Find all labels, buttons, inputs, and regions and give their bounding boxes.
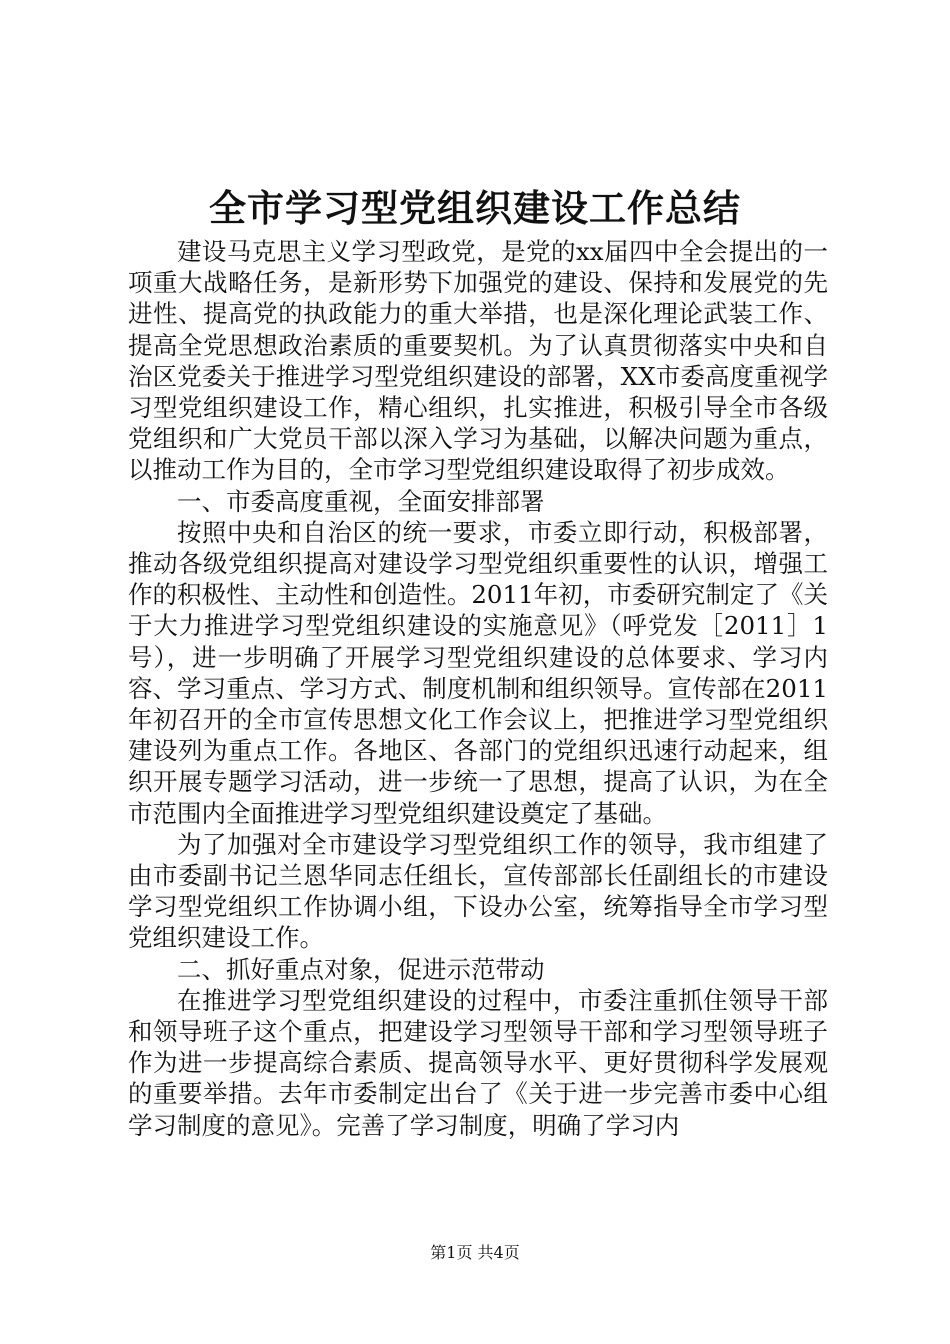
section-heading-1: 一、市委高度重视，全面安排部署 bbox=[177, 486, 545, 516]
document-body bbox=[128, 236, 828, 1141]
paragraph-section-1-leadership: 为了加强对全市建设学习型党组织工作的领导，我市组建了由市委副书记兰恩华同志任组长，宣传部部长任副组长的市建设学习型党组织工作协调小组，下设办公室，统筹指导全市学习型党组织建设工作。 bbox=[128, 829, 828, 953]
paragraph-section-1: 按照中央和自治区的统一要求，市委立即行动，积极部署，推动各级党组织提高对建设学习型党组织重要性的认识，增强工作的积极性、主动性和创造性。2011年初，市委研究制定了《关于大力推进学习型党组织建设的实施意见》（呼党发［2011］1号），进一步明确了开展学习型党组织建设的总体要求、学习内容、学习重点、学习方式、制度机制和组织领导。宣传部在2011年初召开的全市宣传思想文化工作会议上，把推进学习型党组织建设列为重点工作。各地区、各部门的党组织迅速行动起来，组织开展专题学习活动，进一步统一了思想，提高了认识，为在全市范围内全面推进学习型党组织建设奠定了基础。 bbox=[128, 517, 828, 828]
paragraph-section-2: 在推进学习型党组织建设的过程中，市委注重抓住领导干部和领导班子这个重点，把建设学习型领导干部和学习型领导班子作为进一步提高综合素质、提高领导水平、更好贯彻科学发展观的重要举措。去年市委制定出台了《关于进一步完善市委中心组学习制度的意见》。完善了学习制度，明确了学习内 bbox=[128, 985, 828, 1140]
paragraph-intro: 建设马克思主义学习型政党，是党的xx届四中全会提出的一项重大战略任务，是新形势下加强党的建设、保持和发展党的先进性、提高党的执政能力的重大举措，也是深化理论武装工作、提高全党思想政治素质的重要契机。为了认真贯彻落实中央和自治区党委关于推进学习型党组织建设的部署，XX市委高度重视学习型党组织建设工作，精心组织，扎实推进，积极引导全市各级党组织和广大党员干部以深入学习为基础，以解决问题为重点，以推动工作为目的，全市学习型党组织建设取得了初步成效。 bbox=[128, 237, 828, 485]
document-title: 全市学习型党组织建设工作总结 bbox=[209, 186, 741, 230]
page-number-footer: 第1页 共4页 bbox=[430, 1243, 520, 1262]
section-heading-2: 二、抓好重点对象，促进示范带动 bbox=[177, 954, 545, 984]
